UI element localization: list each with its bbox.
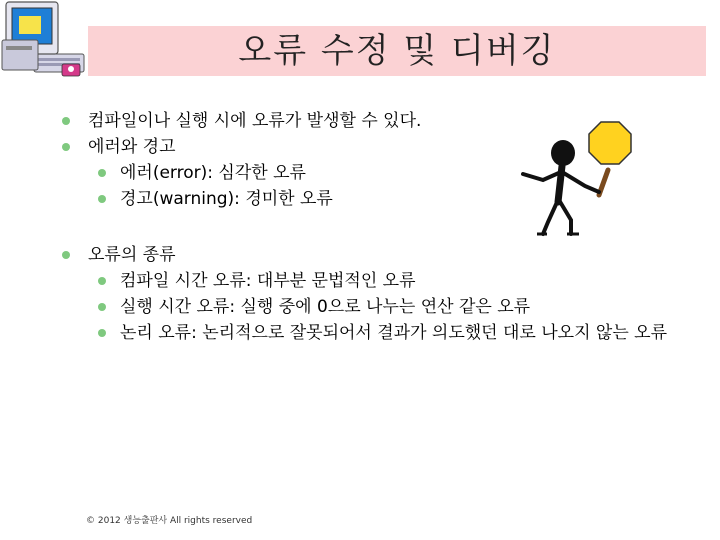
bullet-text: 에러(error): 심각한 오류 — [120, 163, 306, 183]
bullet-text: 경고(warning): 경미한 오류 — [120, 189, 333, 209]
sub-bullet-item — [60, 268, 710, 294]
bullet-text: 오류의 종류 — [88, 245, 176, 265]
stop-sign-figure-icon — [515, 100, 645, 240]
bullet-text: 논리 오류: 논리적으로 잘못되어서 결과가 의도했던 대로 나오지 않는 오류 — [120, 323, 668, 343]
computer-clipart-icon — [0, 0, 90, 82]
bullet-dot — [98, 329, 106, 337]
bullet-text: 컴파일이나 실행 시에 오류가 발생할 수 있다. — [88, 111, 422, 131]
bullet-dot — [98, 169, 106, 177]
slide-title: 오류 수정 및 디버깅 — [238, 31, 556, 71]
bullet-dot — [62, 117, 70, 125]
copyright-footer: © 2012 생능출판사 All rights reserved — [86, 516, 253, 526]
bullet-text: 컴파일 시간 오류: 대부분 문법적인 오류 — [120, 271, 416, 291]
bullet-dot — [98, 277, 106, 285]
bullet-text: 에러와 경고 — [88, 137, 176, 157]
bullet-item — [60, 242, 710, 268]
bullet-dot — [62, 143, 70, 151]
bullet-text: 실행 시간 오류: 실행 중에 0으로 나누는 연산 같은 오류 — [120, 297, 531, 317]
bullet-dot — [98, 195, 106, 203]
sub-bullet-item — [60, 320, 710, 346]
bullet-dot — [62, 251, 70, 259]
bullet-dot — [98, 303, 106, 311]
sub-bullet-item — [60, 294, 710, 320]
